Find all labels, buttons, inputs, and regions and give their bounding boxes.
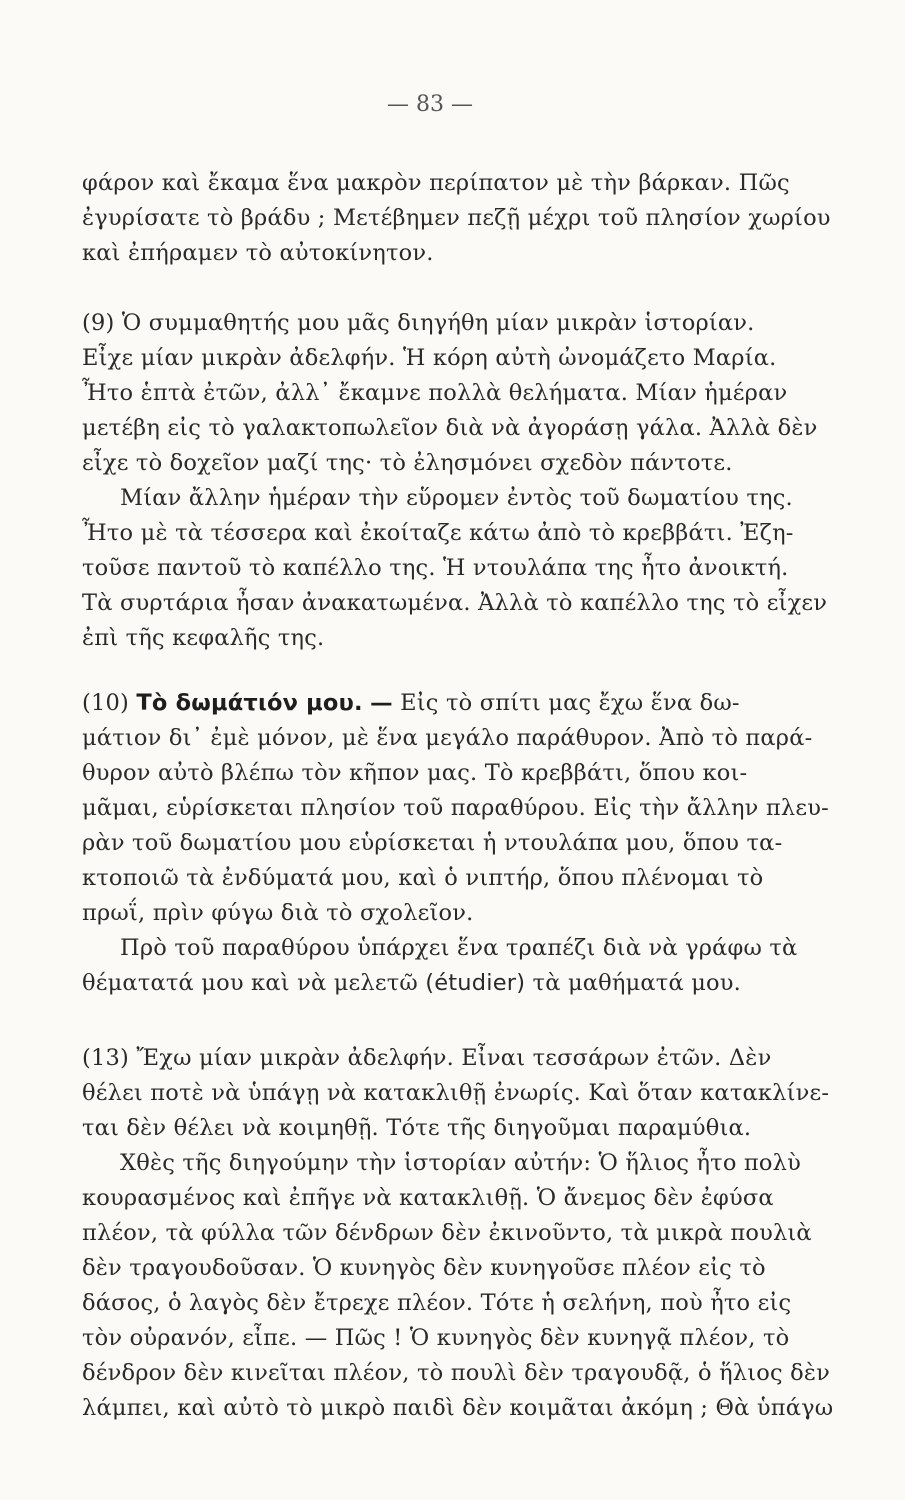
text-line: τὸν οὐρανόν, εἶπε. — Πῶς ! Ὁ κυνηγὸς δὲν κυνηγᾷ πλέον, τὸ [82, 1325, 790, 1351]
text-line: εἶχε τὸ δοχεῖον μαζί της· τὸ ἐλησμόνει σχεδὸν πάντοτε. [82, 450, 733, 476]
page-number: — 83 — [387, 92, 473, 117]
text-line: φάρον καὶ ἔκαμα ἕνα μακρὸν περίπατον μὲ τὴν βάρκαν. Πῶς [82, 170, 790, 196]
section-13-first-line [82, 1043, 771, 1073]
section-9-first-line [82, 308, 755, 338]
text-line: ἐπὶ τῆς κεφαλῆς της. [82, 625, 325, 651]
section-title: Τὸ δωμάτιόν μου. [136, 690, 363, 716]
text-line: ἐγυρίσατε τὸ βράδυ ; Μετέβημεν πεζῇ μέχρι τοῦ πλησίον χωρίου [82, 205, 831, 231]
text-line: καὶ ἐπήραμεν τὸ αὐτοκίνητον. [82, 240, 434, 266]
section-number: (10) [82, 690, 129, 716]
text-line: πρωΐ, πρὶν φύγω διὰ τὸ σχολεῖον. [82, 900, 474, 926]
section-10-last-line [82, 968, 741, 998]
text-line: δένδρον δὲν κινεῖται πλέον, τὸ πουλὶ δὲν τραγουδᾷ, ὁ ἥλιος δὲν [82, 1360, 831, 1386]
text-line: δὲν τραγουδοῦσαν. Ὁ κυνηγὸς δὲν κυνηγοῦσε πλέον εἰς τὸ [82, 1255, 766, 1281]
text-line: Μίαν ἄλλην ἡμέραν τὴν εὕρομεν ἐντὸς τοῦ δωματίου της. [120, 485, 793, 511]
text-line: Ἦτο μὲ τὰ τέσσερα καὶ ἐκοίταζε κάτω ἀπὸ τὸ κρεββάτι. Ἐζη- [82, 520, 794, 546]
text-line: Πρὸ τοῦ παραθύρου ὑπάρχει ἕνα τραπέζι διὰ νὰ γράφω τὰ [120, 935, 798, 961]
latin-gloss: (étudier) [425, 970, 526, 996]
section-10-first-line [82, 688, 740, 718]
text-line: θυρον αὐτὸ βλέπω τὸν κῆπον μας. Τὸ κρεββάτι, ὅπου κοι- [82, 760, 748, 786]
text-line: δάσος, ὁ λαγὸς δὲν ἔτρεχε πλέον. Τότε ἡ σελήνη, ποὺ ἦτο εἰς [82, 1290, 792, 1316]
text-line: κουρασμένος καὶ ἐπῆγε νὰ κατακλιθῇ. Ὁ ἄνεμος δὲν ἐφύσα [82, 1185, 774, 1211]
section-number: (9) [82, 310, 115, 336]
text-line: Χθὲς τῆς διηγούμην τὴν ἱστορίαν αὐτήν: Ὁ ἥλιος ἦτο πολὺ [120, 1150, 801, 1176]
text-span: Εἰς τὸ σπίτι μας ἔχω ἕνα δω- [400, 690, 740, 716]
text-line: κτοποιῶ τὰ ἐνδύματά μου, καὶ ὁ νιπτήρ, ὅπου πλένομαι τὸ [82, 865, 764, 891]
text-line: πλέον, τὰ φύλλα τῶν δένδρων δὲν ἐκινοῦντο, τὰ μικρὰ πουλιὰ [82, 1220, 812, 1246]
section-number: (13) [82, 1045, 129, 1071]
text-line: τοῦσε παντοῦ τὸ καπέλλο της. Ἡ ντουλάπα της ἦτο ἀνοικτή. [82, 555, 789, 581]
text-line: Ἦτο ἑπτὰ ἐτῶν, ἀλλ᾽ ἔκαμνε πολλὰ θελήματα. Μίαν ἡμέραν [82, 380, 788, 406]
text-line: λάμπει, καὶ αὐτὸ τὸ μικρὸ παιδὶ δὲν κοιμᾶται ἀκόμη ; Θὰ ὑπάγω [82, 1395, 834, 1421]
text-line: ται δὲν θέλει νὰ κοιμηθῇ. Τότε τῆς διηγοῦμαι παραμύθια. [82, 1115, 752, 1141]
text-line: μᾶμαι, εὑρίσκεται πλησίον τοῦ παραθύρου. Εἰς τὴν ἄλλην πλευ- [82, 795, 829, 821]
text-span: Ὁ συμμαθητής μου μᾶς διηγήθη μίαν μικρὰν ἱστορίαν. [121, 310, 755, 336]
text-line: μάτιον δι᾽ ἐμὲ μόνον, μὲ ἕνα μεγάλο παράθυρον. Ἀπὸ τὸ παρά- [82, 725, 813, 751]
text-span: Ἔχω μίαν μικρὰν ἀδελφήν. Εἶναι τεσσάρων ἐτῶν. Δὲν [136, 1045, 772, 1071]
text-span: τὰ μαθήματά μου. [532, 970, 741, 996]
text-line: Εἶχε μίαν μικρὰν ἀδελφήν. Ἡ κόρη αὐτὴ ὠνομάζετο Μαρία. [82, 345, 777, 371]
text-line: μετέβη εἰς τὸ γαλακτοπωλεῖον διὰ νὰ ἀγοράσῃ γάλα. Ἀλλὰ δὲν [82, 415, 818, 441]
text-line: ρὰν τοῦ δωματίου μου εὑρίσκεται ἡ ντουλάπα μου, ὅπου τα- [82, 830, 783, 856]
text-line: θέλει ποτὲ νὰ ὑπάγῃ νὰ κατακλιθῇ ἐνωρίς. Καὶ ὅταν κατακλίνε- [82, 1080, 830, 1106]
text-span: θέματατά μου καὶ νὰ μελετῶ [82, 970, 418, 996]
title-dash: — [370, 690, 393, 716]
text-line: Τὰ συρτάρια ἦσαν ἀνακατωμένα. Ἀλλὰ τὸ καπέλλο της τὸ εἶχεν [82, 590, 828, 616]
